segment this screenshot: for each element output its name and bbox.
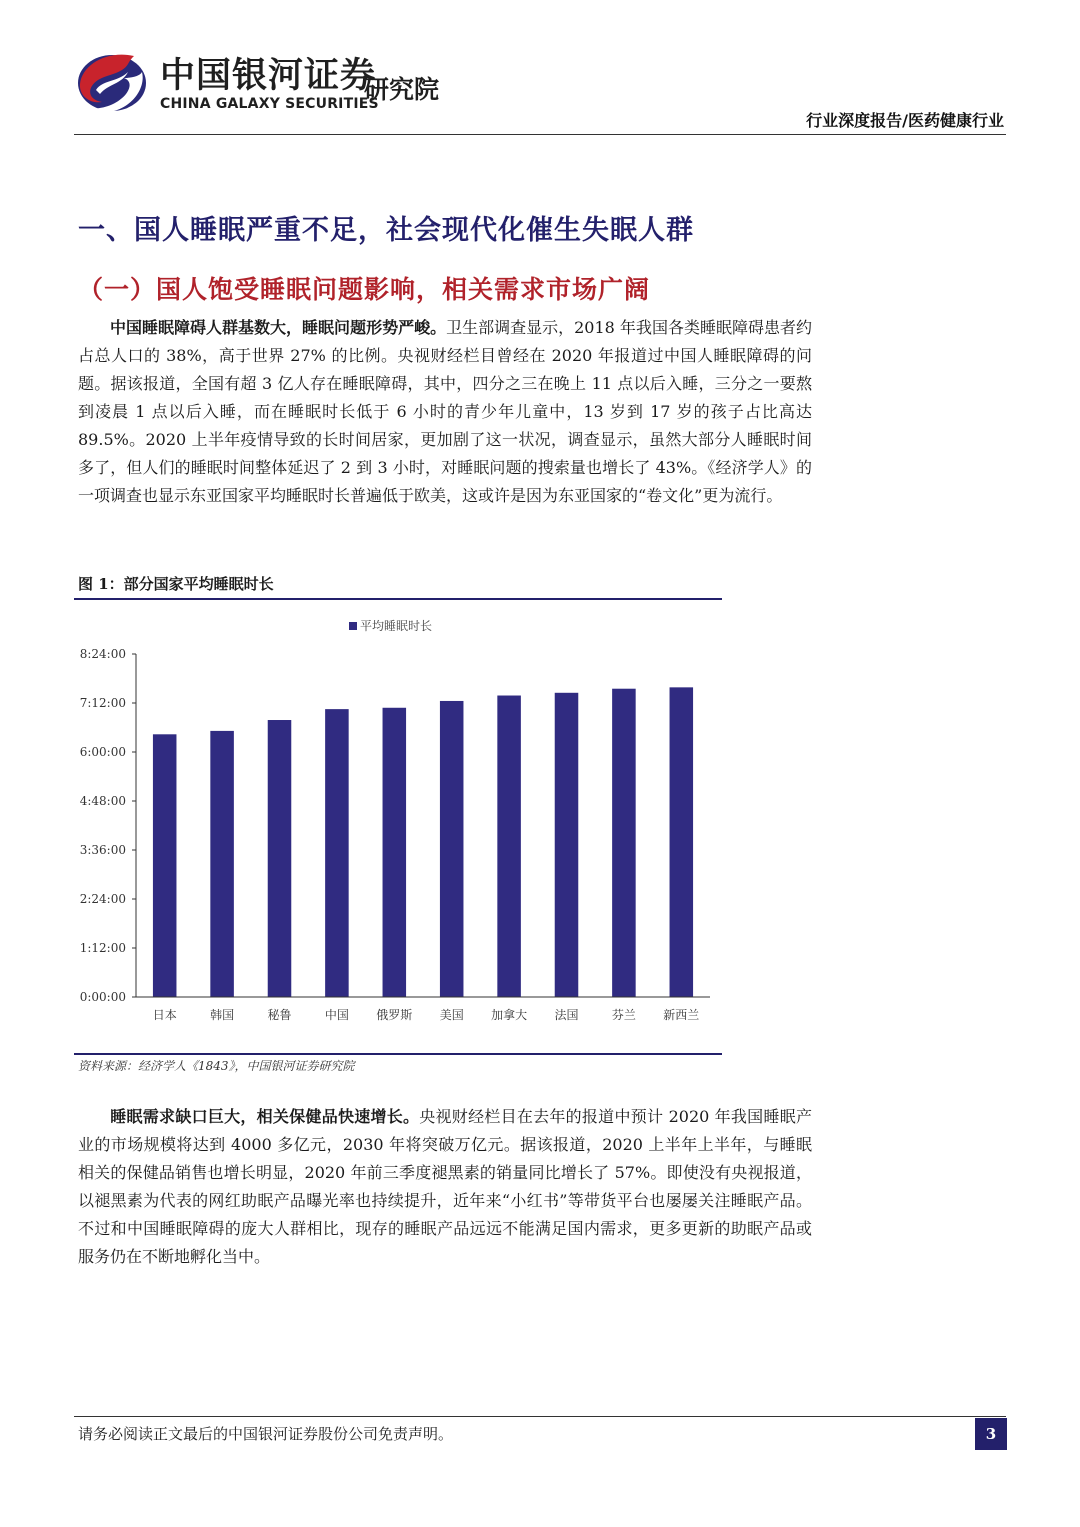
y-axis <box>80 647 136 1004</box>
bar-9 <box>612 689 636 997</box>
paragraph-lead: 睡眠需求缺口巨大，相关保健品快速增长。 <box>110 1107 420 1126</box>
bar-6 <box>440 701 464 997</box>
bar-10 <box>670 687 694 997</box>
header-divider <box>74 134 1006 135</box>
paragraph-body: 卫生部调查显示，2018 年我国各类睡眠障碍患者约占总人口的 38%，高于世界 27% 的比例。央视财经栏目曾经在 2020 年报道过中国人睡眠障碍的问题。据该报道，全国有超 3 亿人存在睡眠障碍，其中，四分之三在晚上 11 点以后入睡，三分之一要熬到凌晨 1 点以后入睡，而在睡眠时长低于 6 小时的青少年儿童中，13 岁到 17 岁的孩子占比高达 89.5%。2020 上半年疫情导致的长时间居家，更加剧了这一状况，调查显示，虽然大部分人睡眠时间多了，但人们的睡眠时间整体延迟了 2 到 3 小时，对睡眠问题的搜索量也增长了 43%。《经济学人》的一项调查也显示东亚国家平均睡眠时长普遍低于欧美，这或许是因为东亚国家的“卷文化”更为流行。 <box>78 318 812 505</box>
x-tick-label: 中国 <box>324 1008 349 1022</box>
bar-8 <box>555 693 579 997</box>
x-tick-label: 法国 <box>554 1008 579 1022</box>
paragraph-lead: 中国睡眠障碍人群基数大，睡眠问题形势严峻。 <box>110 318 447 337</box>
legend-swatch <box>349 622 357 630</box>
logo-institute: 研究院 <box>364 75 440 104</box>
x-tick-label: 韩国 <box>210 1008 235 1022</box>
footer-divider <box>74 1416 1006 1417</box>
x-axis <box>136 997 710 1022</box>
chart-legend <box>349 618 432 633</box>
bar-3 <box>268 720 292 997</box>
y-tick-label: 3:36:00 <box>79 843 126 857</box>
x-tick-label: 加拿大 <box>491 1008 528 1022</box>
bar-4 <box>325 709 349 997</box>
logo-chinese-name: 中国银河证券 <box>160 56 377 96</box>
figure-title: 图 1：部分国家平均睡眠时长 <box>78 575 274 593</box>
y-tick-label: 7:12:00 <box>79 696 126 710</box>
figure-bottom-rule <box>74 1053 722 1055</box>
sleep-duration-bar-chart <box>74 600 722 1050</box>
x-tick-label: 新西兰 <box>663 1008 700 1022</box>
logo-english-name: CHINA GALAXY SECURITIES <box>160 96 379 112</box>
y-tick-label: 8:24:00 <box>79 647 126 661</box>
legend-label: 平均睡眠时长 <box>360 619 433 633</box>
x-tick-label: 日本 <box>152 1008 177 1022</box>
x-tick-label: 芬兰 <box>611 1008 636 1022</box>
chart-bars <box>153 687 693 997</box>
page-number: 3 <box>975 1418 1007 1450</box>
report-category: 行业深度报告/医药健康行业 <box>806 111 1004 130</box>
galaxy-logo-icon <box>72 50 152 116</box>
figure-source: 资料来源：经济学人《1843》，中国银河证券研究院 <box>78 1059 355 1073</box>
x-tick-label: 俄罗斯 <box>376 1008 413 1022</box>
paragraph-body: 央视财经栏目在去年的报道中预计 2020 年我国睡眠产业的市场规模将达到 4000 多亿元，2030 年将突破万亿元。据该报道，2020 上半年上半年，与睡眠相关的保健品销售也增长明显，2020 年前三季度褪黑素的销量同比增长了 57%。即使没有央视报道，以褪黑素为代表的网红助眠产品曝光率也持续提升，近年来“小红书”等带货平台也屡屡关注睡眠产品。不过和中国睡眠障碍的庞大人群相比，现存的睡眠产品远远不能满足国内需求，更多更新的助眠产品或服务仍在不断地孵化当中。 <box>78 1107 812 1266</box>
bar-7 <box>497 696 521 997</box>
y-tick-label: 2:24:00 <box>79 892 126 906</box>
paragraph-sleep-demand <box>78 1103 812 1271</box>
footer-disclaimer: 请务必阅读正文最后的中国银河证券股份公司免责声明。 <box>78 1425 454 1443</box>
y-tick-label: 6:00:00 <box>79 745 126 759</box>
y-tick-label: 0:00:00 <box>79 990 126 1004</box>
subsection-heading: （一）国人饱受睡眠问题影响，相关需求市场广阔 <box>78 275 651 304</box>
paragraph-sleep-disorder <box>78 314 812 510</box>
x-tick-label: 秘鲁 <box>267 1008 292 1022</box>
bar-5 <box>383 708 407 997</box>
bar-1 <box>153 734 177 997</box>
section-heading: 一、国人睡眠严重不足，社会现代化催生失眠人群 <box>78 215 694 246</box>
y-tick-label: 1:12:00 <box>79 941 126 955</box>
bar-2 <box>210 731 234 997</box>
y-tick-label: 4:48:00 <box>79 794 126 808</box>
x-tick-label: 美国 <box>439 1008 464 1022</box>
